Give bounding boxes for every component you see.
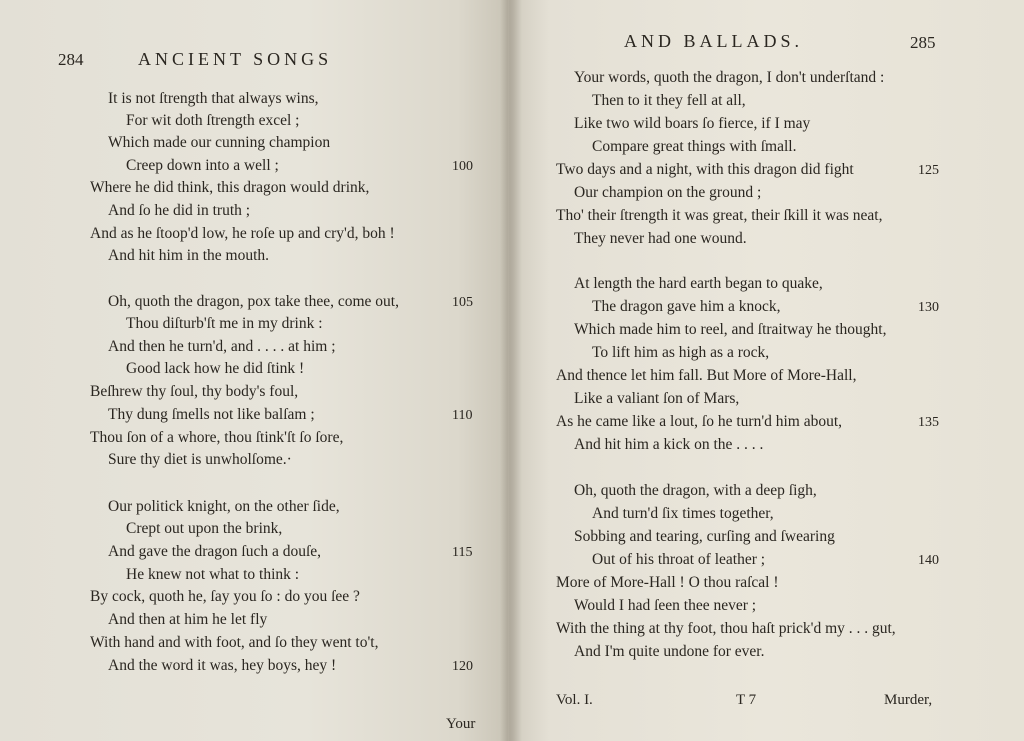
line-number: 100 (452, 159, 473, 174)
poem-line: Thy dung ſmells not like balſam ; (108, 406, 315, 423)
poem-line: And then he turn'd, and . . . . at him ; (108, 338, 336, 355)
signature-mark: T 7 (736, 692, 757, 708)
left-catchword: Your (446, 716, 476, 732)
poem-line: And ſo he did in truth ; (108, 202, 251, 219)
poem-line: By cock, quoth he, ſay you ſo : do you ſee ? (90, 588, 360, 605)
poem-line: It is not ſtrength that always wins, (108, 90, 319, 107)
poem-line: And gave the dragon ſuch a douſe, (108, 543, 322, 560)
poem-line: Crept out upon the brink, (126, 520, 283, 537)
poem-line: Which made him to reel, and ſtraitway he thought, (574, 321, 887, 338)
poem-line: With the thing at thy foot, thou haſt prick'd my . . . gut, (556, 620, 896, 637)
poem-line: He knew not what to think : (126, 566, 300, 583)
poem-line: Your words, quoth the dragon, I don't underſtand : (574, 69, 885, 86)
poem-line: And thence let him fall. But More of More-Hall, (556, 367, 857, 384)
poem-line: As he came like a lout, ſo he turn'd him about, (556, 413, 843, 430)
poem-line: Where he did think, this dragon would drink, (90, 179, 370, 196)
poem-line: And turn'd ſix times together, (592, 505, 774, 522)
right-page (508, 0, 1024, 741)
poem-line: Would I had ſeen thee never ; (574, 597, 757, 614)
poem-line: And as he ſtoop'd low, he roſe up and cry'd, boh ! (90, 225, 395, 242)
right-page-number: 285 (910, 33, 936, 52)
poem-line: And I'm quite undone for ever. (574, 643, 765, 660)
poem-line: And the word it was, hey boys, hey ! (108, 657, 337, 674)
poem-line: Our champion on the ground ; (574, 184, 762, 201)
poem-line: Beſhrew thy ſoul, thy body's foul, (90, 383, 299, 400)
poem-line: To lift him as high as a rock, (592, 344, 770, 361)
poem-line: Two days and a night, with this dragon did fight (556, 161, 854, 178)
left-running-head: ANCIENT SONGS (138, 49, 333, 69)
poem-line: Tho' their ſtrength it was great, their ſkill it was neat, (556, 207, 883, 224)
left-page-number: 284 (58, 50, 84, 69)
poem-line: And hit him in the mouth. (108, 247, 270, 264)
poem-line: They never had one wound. (574, 230, 747, 247)
poem-line: With hand and with foot, and ſo they went to't, (90, 634, 379, 651)
poem-line: The dragon gave him a knock, (592, 298, 781, 315)
poem-line: Sobbing and tearing, curſing and ſwearing (574, 528, 835, 545)
poem-line: At length the hard earth began to quake, (574, 275, 823, 292)
poem-line: Then to it they fell at all, (592, 92, 746, 109)
poem-line: Which made our cunning champion (108, 134, 331, 151)
line-number: 140 (918, 553, 939, 568)
poem-line: Thou diſturb'ſt me in my drink : (126, 315, 323, 332)
line-number: 120 (452, 659, 473, 674)
signature-volume: Vol. I. (556, 692, 593, 708)
line-number: 105 (452, 295, 473, 310)
line-number: 125 (918, 163, 939, 178)
poem-line: Out of his throat of leather ; (592, 551, 766, 568)
poem-line: And hit him a kick on the . . . . (574, 436, 764, 453)
right-catchword: Murder, (884, 692, 933, 708)
line-number: 135 (918, 415, 939, 430)
poem-line: Like a valiant ſon of Mars, (574, 390, 740, 407)
line-number: 110 (452, 408, 473, 423)
poem-line: Creep down into a well ; (126, 157, 279, 174)
poem-line: Oh, quoth the dragon, pox take thee, come out, (108, 293, 399, 310)
poem-line: Sure thy diet is unwholſome.· (108, 451, 292, 468)
poem-line: Our politick knight, on the other ſide, (108, 498, 340, 515)
line-number: 130 (918, 300, 939, 315)
line-number: 115 (452, 545, 473, 560)
poem-line: Good lack how he did ſtink ! (126, 360, 305, 377)
poem-line: Compare great things with ſmall. (592, 138, 797, 155)
poem-line: More of More-Hall ! O thou raſcal ! (556, 574, 779, 591)
poem-line: For wit doth ſtrength excel ; (126, 112, 300, 129)
left-page (0, 0, 508, 741)
poem-line: Like two wild boars ſo fierce, if I may (574, 115, 811, 132)
poem-line: And then at him he let fly (108, 611, 268, 628)
poem-line: Thou ſon of a whore, thou ſtink'ſt ſo ſore, (90, 429, 344, 446)
poem-line: Oh, quoth the dragon, with a deep ſigh, (574, 482, 817, 499)
right-running-head: AND BALLADS. (624, 31, 804, 51)
